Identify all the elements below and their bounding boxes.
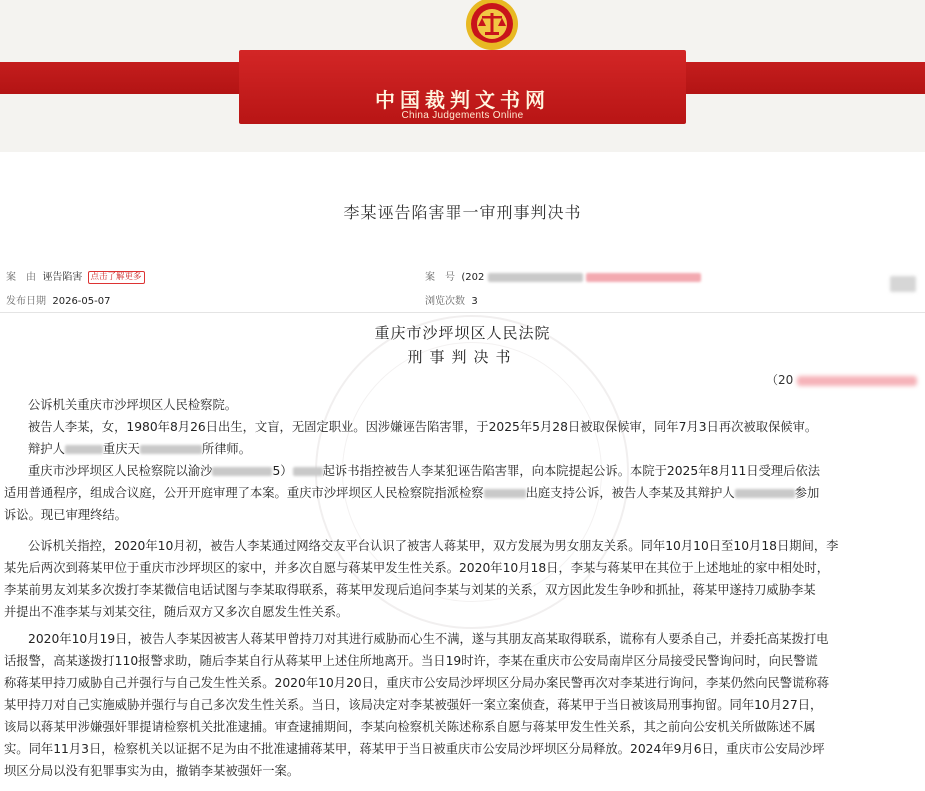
body-line: 称蒋某甲持刀威胁自己并强行与自己发生性关系。2020年10月20日，重庆市公安局沙坪坝区分局办案民警再次对李某进行询问，李某仍然向民警谎称蒋 xyxy=(4,676,829,690)
redacted-block xyxy=(212,467,272,476)
publish-date-value: 2026-05-07 xyxy=(52,296,111,307)
learn-more-tag[interactable]: 点击了解更多 xyxy=(88,271,145,284)
body-line: 诉讼。现已审理终结。 xyxy=(4,508,127,522)
body-line: 该局以蒋某甲涉嫌强奸罪提请检察机关批准逮捕。审查逮捕期间，李某向检察机关陈述称系自愿与蒋某甲发生性关系，其之前向公安机关所做陈述不属 xyxy=(4,720,816,734)
body-line: 公诉机关重庆市沙坪坝区人民检察院。 xyxy=(28,398,238,412)
body-line: 某甲持刀对自己实施威胁并强行与自己多次发生性关系。当日，该局决定对李某被强奸一案立案侦查，蒋某甲于当日被该局刑事拘留。同年10月27日， xyxy=(4,698,823,712)
body-line: 并提出不准李某与刘某交往，随后双方又多次自愿发生性关系。 xyxy=(4,605,349,619)
case-number-right-text: （20 xyxy=(766,373,794,387)
view-count-value: 3 xyxy=(471,296,478,307)
body-line: 李某前男友刘某多次拨打李某微信电话试图与李某取得联系，蒋某甲发现后追问李某与刘某的关系，双方因此发生争吵和抓扯，蒋某甲遂持刀威胁李某 xyxy=(4,583,816,597)
redacted-block xyxy=(586,273,701,282)
document-title: 李某诬告陷害罪一审刑事判决书 xyxy=(343,203,582,222)
case-cause-label: 案 由 xyxy=(6,272,36,283)
meta-divider xyxy=(0,312,925,313)
site-subtitle: China Judgements Online xyxy=(401,110,524,121)
court-emblem-icon xyxy=(462,0,522,56)
case-number-label: 案 号 xyxy=(425,272,455,283)
case-cause-value: 诬告陷害 xyxy=(42,272,83,283)
body-line xyxy=(4,482,922,504)
redacted-block xyxy=(488,273,583,282)
court-name: 重庆市沙坪坝区人民法院 xyxy=(374,324,551,342)
view-count-row xyxy=(425,292,478,307)
redacted-block xyxy=(65,445,103,454)
publish-date-label: 发布日期 xyxy=(6,296,46,307)
body-line xyxy=(28,438,925,460)
body-line: 某先后两次到蒋某甲位于重庆市沙坪坝区的家中，并多次自愿与蒋某甲发生性关系。2020年10月18日，李某与蒋某甲在其位于上述地址的家中相处时， xyxy=(4,561,829,575)
body-line-segment: 参加 xyxy=(794,486,820,500)
body-line: 话报警，高某遂拨打110报警求助，随后李某自行从蒋某甲上述住所地离开。当日19时许，李某在重庆市公安局南岸区分局接受民警询问时，向民警谎 xyxy=(4,654,818,668)
view-count-label: 浏览次数 xyxy=(425,296,465,307)
redacted-block xyxy=(797,376,917,386)
body-line-segment: 5） xyxy=(272,464,293,478)
body-line-segment: 出庭支持公诉，被告人李某及其辩护人 xyxy=(525,486,735,500)
body-line-segment: 所律师。 xyxy=(201,442,252,456)
body-line xyxy=(28,460,925,482)
toolbar-icon[interactable] xyxy=(890,276,916,292)
document-type: 刑事判决书 xyxy=(407,348,518,366)
redacted-block xyxy=(293,467,323,476)
body-line: 坝区分局以没有犯罪事实为由，撤销李某被强奸一案。 xyxy=(4,764,300,778)
body-line-segment: 重庆天 xyxy=(102,442,140,456)
publish-date-row xyxy=(6,292,110,307)
body-line: 2020年10月19日，被告人李某因被害人蒋某甲曾持刀对其进行威胁而心生不满，遂与其朋友高某取得联系，谎称有人要杀自己，并委托高某拨打电 xyxy=(28,632,829,646)
body-line: 公诉机关指控，2020年10月初，被告人李某通过网络交友平台认识了被害人蒋某甲，双方发展为男女朋友关系。同年10月10日至10月18日期间，李 xyxy=(28,539,839,553)
body-line-segment: 起诉书指控被告人李某犯诬告陷害罪，向本院提起公诉。本院于2025年8月11日受理后依法 xyxy=(322,464,821,478)
redacted-block xyxy=(484,489,526,498)
body-line: 实。同年11月3日，检察机关以证据不足为由不批准逮捕蒋某甲，蒋某甲于当日被重庆市公安局沙坪坝区分局释放。2024年9月6日，重庆市公安局沙坪 xyxy=(4,742,825,756)
body-line: 被告人李某，女，1980年8月26日出生，文盲，无固定职业。因涉嫌诬告陷害罪，于2025年5月28日被取保候审，同年7月3日再次被取保候审。 xyxy=(28,420,818,434)
body-line-segment: 辩护人 xyxy=(28,442,65,456)
case-number-row xyxy=(425,268,701,283)
redacted-block xyxy=(140,445,202,454)
body-line-segment: 重庆市沙坪坝区人民检察院以渝沙 xyxy=(28,464,213,478)
redacted-block xyxy=(735,489,795,498)
site-header xyxy=(0,0,925,152)
site-title[interactable]: 中国裁判文书网 xyxy=(375,88,550,112)
case-number-right xyxy=(766,371,917,388)
case-number-value: (202 xyxy=(461,272,485,283)
case-cause-row xyxy=(6,268,145,284)
body-line-segment: 适用普通程序，组成合议庭，公开开庭审理了本案。重庆市沙坪坝区人民检察院指派检察 xyxy=(4,486,484,500)
